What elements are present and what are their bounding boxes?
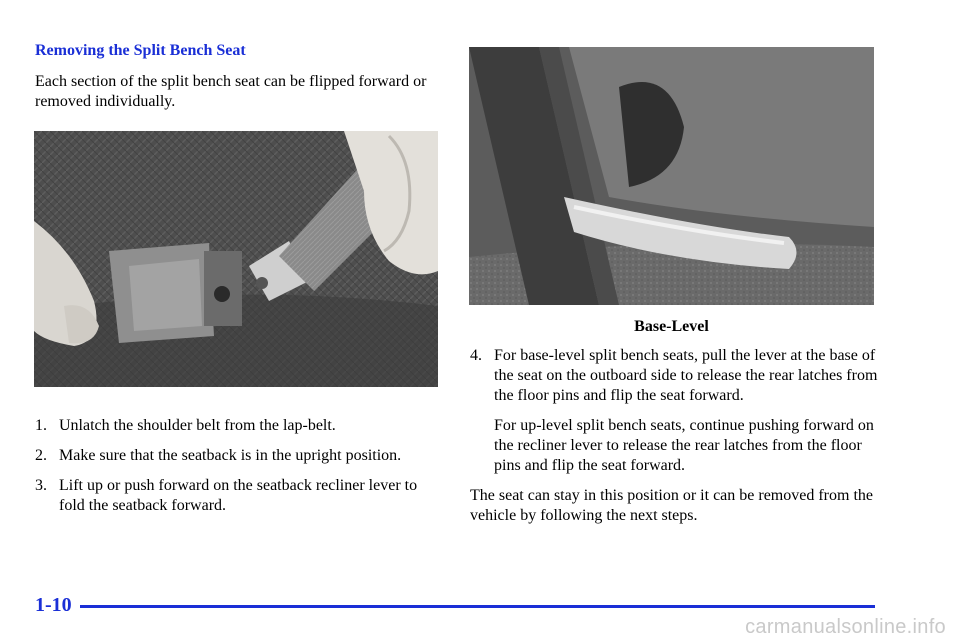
lever-photo bbox=[469, 47, 874, 305]
step-4 bbox=[470, 346, 880, 406]
closing-paragraph: The seat can stay in this position or it can be removed from the vehicle by following the next steps. bbox=[470, 487, 873, 524]
footer-rule bbox=[80, 605, 875, 608]
step-2 bbox=[35, 446, 445, 466]
step-3 bbox=[35, 476, 445, 516]
step-3-number: 3. bbox=[35, 477, 47, 494]
step-3-text: Lift up or push forward on the seatback recliner lever to fold the seatback forward. bbox=[59, 477, 418, 514]
lever-photo-illustration bbox=[469, 47, 874, 305]
section-heading: Removing the Split Bench Seat bbox=[35, 42, 246, 59]
step-1-text: Unlatch the shoulder belt from the lap-belt. bbox=[59, 417, 336, 434]
seatbelt-photo-illustration bbox=[34, 131, 438, 387]
intro-paragraph: Each section of the split bench seat can be flipped forward or removed individually. bbox=[35, 73, 427, 110]
step-4-number: 4. bbox=[470, 347, 482, 364]
step-4-text: For base-level split bench seats, pull the lever at the base of the seat on the outboard side to release the rear latches from the floor pins and flip the seat forward. bbox=[494, 347, 878, 404]
step-2-number: 2. bbox=[35, 447, 47, 464]
left-steps-list bbox=[35, 416, 445, 526]
seatbelt-photo bbox=[34, 131, 438, 387]
step-2-text: Make sure that the seatback is in the upright position. bbox=[59, 447, 402, 464]
step-1-number: 1. bbox=[35, 417, 47, 434]
page-number: 1-10 bbox=[35, 594, 72, 616]
watermark: carmanualsonline.info bbox=[745, 616, 946, 638]
step-1 bbox=[35, 416, 445, 436]
step-4-uplevel-note: For up-level split bench seats, continue pushing forward on the recliner lever to release the rear latches from the floor pins and flip the seat forward. bbox=[494, 417, 874, 474]
right-steps-list bbox=[470, 346, 880, 526]
lever-photo-caption: Base-Level bbox=[634, 318, 709, 335]
